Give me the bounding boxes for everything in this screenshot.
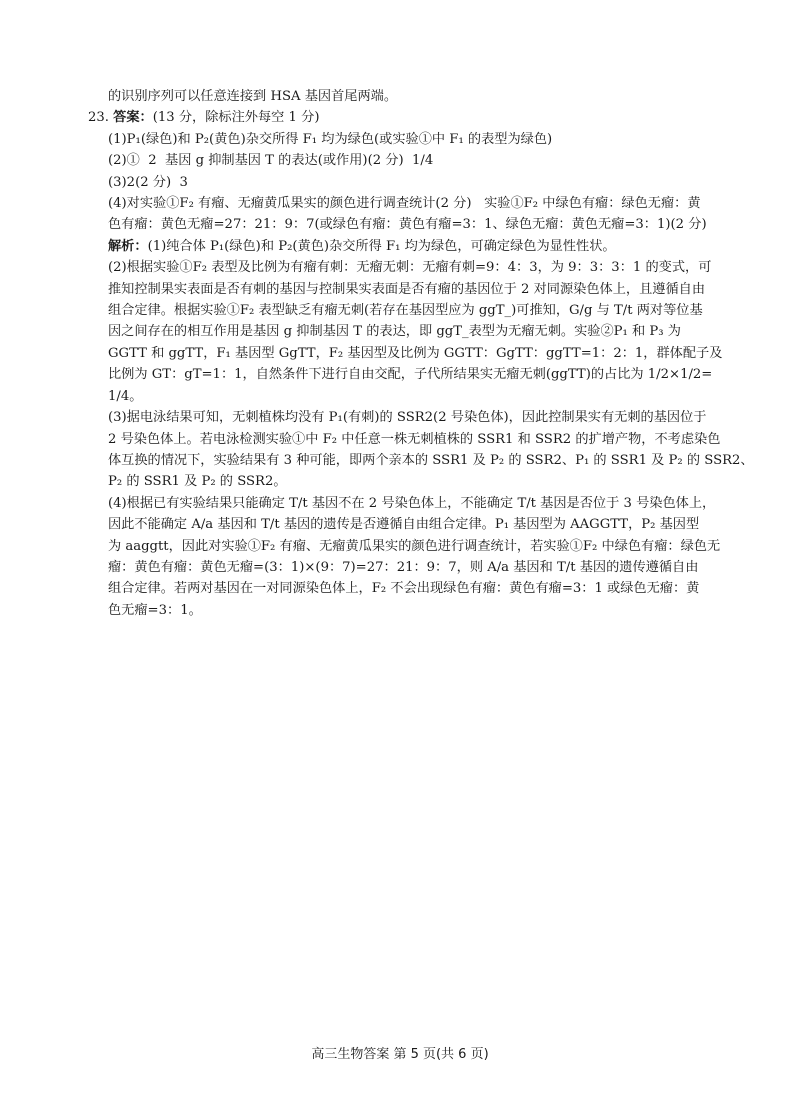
text-line: 瘤：黄色有瘤：黄色无瘤=(3：1)×(9：7)=27：21：9：7，则 A/a 基因和 T/t 基因的遗传遵循自由 [108, 559, 699, 575]
text-line: (4)对实验①F₂ 有瘤、无瘤黄瓜果实的颜色进行调查统计(2 分) 实验①F₂ 中绿色有瘤：绿色无瘤：黄 [108, 196, 701, 212]
text-line: 的识别序列可以任意连接到 HSA 基因首尾两端。 [108, 89, 398, 104]
text-line: (2)根据实验①F₂ 表型及比例为有瘤有刺：无瘤无刺：无瘤有刺=9：4：3，为 9：3：3：1 的变式，可 [108, 260, 712, 276]
text-line: 因此不能确定 A/a 基因和 T/t 基因的遗传是否遵循自由组合定律。P₁ 基因型为 AAGGTT，P₂ 基因型 [108, 517, 700, 533]
text-line: 推知控制果实表面是否有刺的基因与控制果实表面是否有瘤的基因位于 2 对同源染色体上，且遵循自由 [108, 281, 706, 297]
text-line: 组合定律。若两对基因在一对同源染色体上，F₂ 不会出现绿色有瘤：黄色有瘤=3：1 或绿色无瘤：黄 [108, 581, 700, 597]
text-line: GGTT 和 ggTT，F₁ 基因型 GgTT，F₂ 基因型及比例为 GGTT：GgTT：ggTT=1：2：1，群体配子及 [108, 345, 723, 361]
text-line: (2)① 2 基因 g 抑制基因 T 的表达(或作用)(2 分) 1/4 [108, 153, 434, 169]
text-line: (3)2(2 分) 3 [108, 174, 188, 190]
text-line: 解析：(1)纯合体 P₁(绿色)和 P₂(黄色)杂交所得 F₁ 均为绿色，可确定绿色为显性性状。 [108, 238, 616, 254]
text-line: (3)据电泳结果可知，无刺植株均没有 P₁(有刺)的 SSR2(2 号染色体)，因此控制果实有无刺的基因位于 [108, 410, 707, 426]
text-line: 组合定律。根据实验①F₂ 表型缺乏有瘤无刺(若存在基因型应为 ggT_)可推知，G/g 与 T/t 两对等位基 [108, 303, 703, 319]
text-line: 为 aaggtt，因此对实验①F₂ 有瘤、无瘤黄瓜果实的颜色进行调查统计，若实验①F₂ 中绿色有瘤：绿色无 [108, 538, 721, 554]
answer-content [88, 86, 754, 621]
text-line: (1)P₁(绿色)和 P₂(黄色)杂交所得 F₁ 均为绿色(或实验①中 F₁ 的表型为绿色) [108, 131, 553, 147]
section-label: 解析： [108, 238, 148, 254]
text-line: P₂ 的 SSR1 及 P₂ 的 SSR2。 [108, 474, 287, 490]
text-line: (4)根据已有实验结果只能确定 T/t 基因不在 2 号染色体上，不能确定 T/t 基因是否位于 3 号染色体上， [108, 495, 716, 511]
page-footer: 高三生物答案 第 5 页(共 6 页) [311, 1047, 489, 1062]
text-line: 体互换的情况下，实验结果有 3 种可能，即两个亲本的 SSR1 及 P₂ 的 SSR2、P₁ 的 SSR1 及 P₂ 的 SSR2、 [108, 452, 754, 468]
text-line: 2 号染色体上。若电泳检测实验①中 F₂ 中任意一株无刺植株的 SSR1 和 SSR2 的扩增产物，不考虑染色 [108, 431, 721, 447]
text-line: 23. 答案：(13 分，除标注外每空 1 分) [88, 110, 320, 126]
text-line: 因之间存在的相互作用是基因 g 抑制基因 T 的表达，即 ggT_表型为无瘤无刺。实验②P₁ 和 P₃ 为 [108, 324, 681, 340]
text-line: 比例为 GT：gT=1：1，自然条件下进行自由交配，子代所结果实无瘤无刺(ggTT)的占比为 1/2×1/2= [108, 367, 713, 383]
section-label: 答案： [113, 110, 153, 126]
text-line: 1/4。 [108, 388, 143, 404]
text-line: 色无瘤=3：1。 [108, 602, 202, 618]
text-line: 色有瘤：黄色无瘤=27：21：9：7(或绿色有瘤：黄色有瘤=3：1、绿色无瘤：黄色无瘤=3：1)(2 分) [108, 217, 707, 233]
